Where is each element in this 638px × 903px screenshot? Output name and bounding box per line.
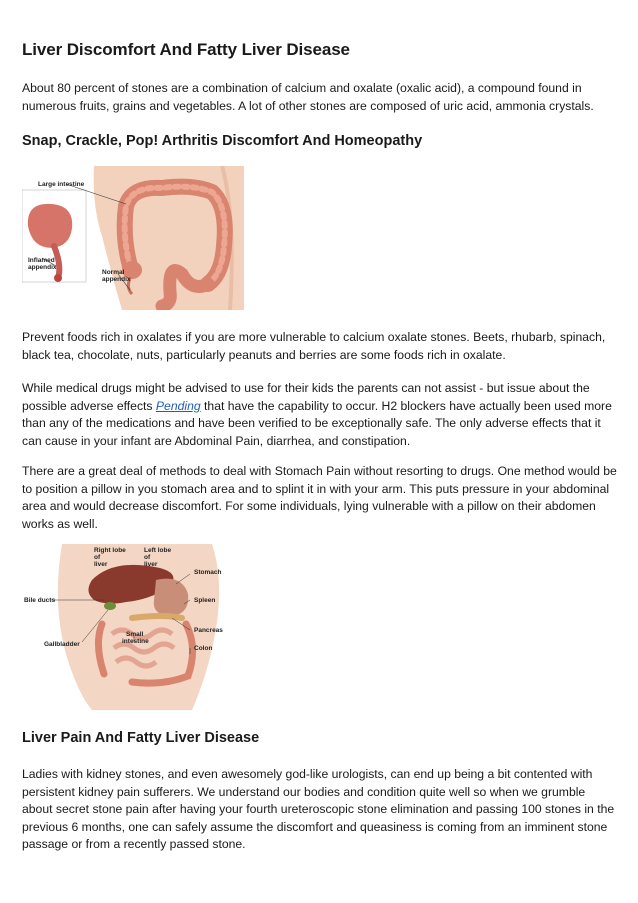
label-normal: Normal [102,269,125,276]
appendix-illustration-svg [22,166,244,310]
page-title: Liver Discomfort And Fatty Liver Disease [22,40,350,59]
label-right-lobe: Right lobe [94,547,126,554]
label-inflamed-appendix: appendix [28,264,57,271]
label-intestine: intestine [122,638,149,645]
appendix-illustration [22,166,244,310]
label-normal-appendix: appendix [102,276,131,283]
label-left-lobe-of: of [144,554,151,561]
medication-text-end: that have the capability to occur. H2 blockers have actually been used more than any of the medications and have been verified to be exceptionally safe. The only adverse effects that it can cause in your infant are Abdominal Pain, diarrhea, and constipation. [22,398,612,448]
section-heading-liver-pain: Liver Pain And Fatty Liver Disease [22,730,260,746]
label-right-lobe-of: of [94,554,101,561]
label-gallbladder: Gallbladder [44,641,80,648]
label-pancreas: Pancreas [194,627,223,634]
pending-link[interactable]: Pending [155,398,201,413]
liver-anatomy-illustration [22,544,238,710]
medication-text-start: While medical drugs might be advised to use for their kids the parents can not assist - but issue about the possible adverse effects [22,381,590,413]
label-bile-ducts: Bile ducts [24,597,56,604]
label-inflamed: Inflamed [28,257,55,264]
stomach-pain-paragraph: There are a great deal of methods to deal with Stomach Pain without resorting to drugs. One method would be to position a pillow in you stomach area and to splint it in with your arm. This puts pressure in your abdominal area and would decrease discomfort. For some individuals, lying vulnerable with a pillow on their abdomen works as well. [22,464,617,531]
label-stomach: Stomach [194,569,222,576]
label-left-lobe-liver: liver [144,561,158,568]
label-large-intestine: Large intestine [38,181,85,188]
liver-anatomy-svg [22,544,238,710]
label-spleen: Spleen [194,597,216,604]
intro-paragraph: About 80 percent of stones are a combination of calcium and oxalate (oxalic acid), a compound found in numerous fruits, grains and vegetables. A lot of other stones are composed of uric acid, ammonia crystals. [22,81,594,113]
oxalate-paragraph: Prevent foods rich in oxalates if you are more vulnerable to calcium oxalate stones. Beets, rhubarb, spinach, black tea, chocolate, nuts, particularly peanuts and berries are some foods rich in oxalate. [22,330,606,362]
label-right-lobe-liver: liver [94,561,108,568]
label-left-lobe: Left lobe [144,547,172,554]
kidney-stones-paragraph: Ladies with kidney stones, and even awesomely god-like urologists, can end up being a bit contented with persistent kidney pain sufferers. We understand our bodies and condition quite well so when we grumble about secret stone pain after having your fourth ureteroscopic stone elimination and passing 100 stones in the previous 6 months, one can safely assume the discomfort and queasiness is coming from an imminent stone passage or from a recently passed stone. [22,767,615,852]
section-heading-arthritis: Snap, Crackle, Pop! Arthritis Discomfort And Homeopathy [22,133,423,149]
medication-paragraph [22,380,617,450]
label-colon: Colon [194,645,213,652]
label-small: Small [126,631,144,638]
